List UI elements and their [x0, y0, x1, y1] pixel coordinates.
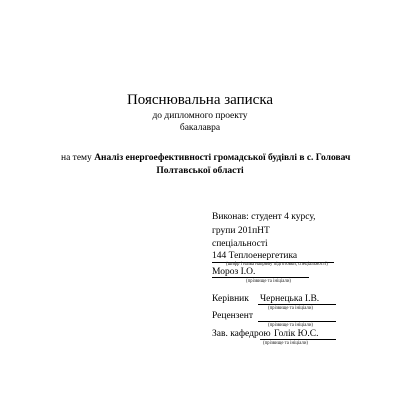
- student-group: групи 201пНТ: [212, 226, 270, 236]
- document-title: Пояснювальна записка: [126, 92, 274, 108]
- specialty-label: спеціальності: [212, 239, 268, 249]
- document-degree: бакалавра: [179, 123, 221, 133]
- reviewer-label: Рецензент: [212, 311, 253, 321]
- specialty-value: 144 Теплоенергетика: [212, 251, 298, 261]
- completed-by-label: Виконав: студент 4 курсу,: [212, 212, 316, 222]
- topic-line: [61, 154, 350, 164]
- student-name-underline: [212, 277, 309, 278]
- supervisor-name: Чернецька І.В.: [260, 294, 320, 304]
- head-label: Зав. кафедрою: [212, 329, 271, 339]
- reviewer-underline: [258, 321, 336, 322]
- head-underline: [260, 339, 336, 340]
- head-caption: (прізвище та ініціали): [263, 341, 308, 346]
- supervisor-caption: (прізвище та ініціали): [268, 306, 313, 311]
- student-name: Мороз І.О.: [212, 267, 256, 277]
- topic-title-part1: Аналіз енергоефективності громадської будівлі в с. Головач: [94, 153, 351, 163]
- document-subtitle: до дипломного проекту: [152, 111, 248, 121]
- student-name-caption: (прізвище та ініціали): [246, 279, 291, 284]
- reviewer-caption: (прізвище та ініціали): [268, 323, 313, 328]
- supervisor-label: Керівник: [212, 294, 249, 304]
- head-name: Голік Ю.С.: [274, 329, 319, 339]
- topic-prefix: на тему: [61, 153, 92, 163]
- topic-title-part2: Полтавської області: [156, 166, 244, 176]
- specialty-caption: (шифр і назва напряму підготовки, спеціальності): [226, 262, 328, 267]
- supervisor-underline: [258, 304, 336, 305]
